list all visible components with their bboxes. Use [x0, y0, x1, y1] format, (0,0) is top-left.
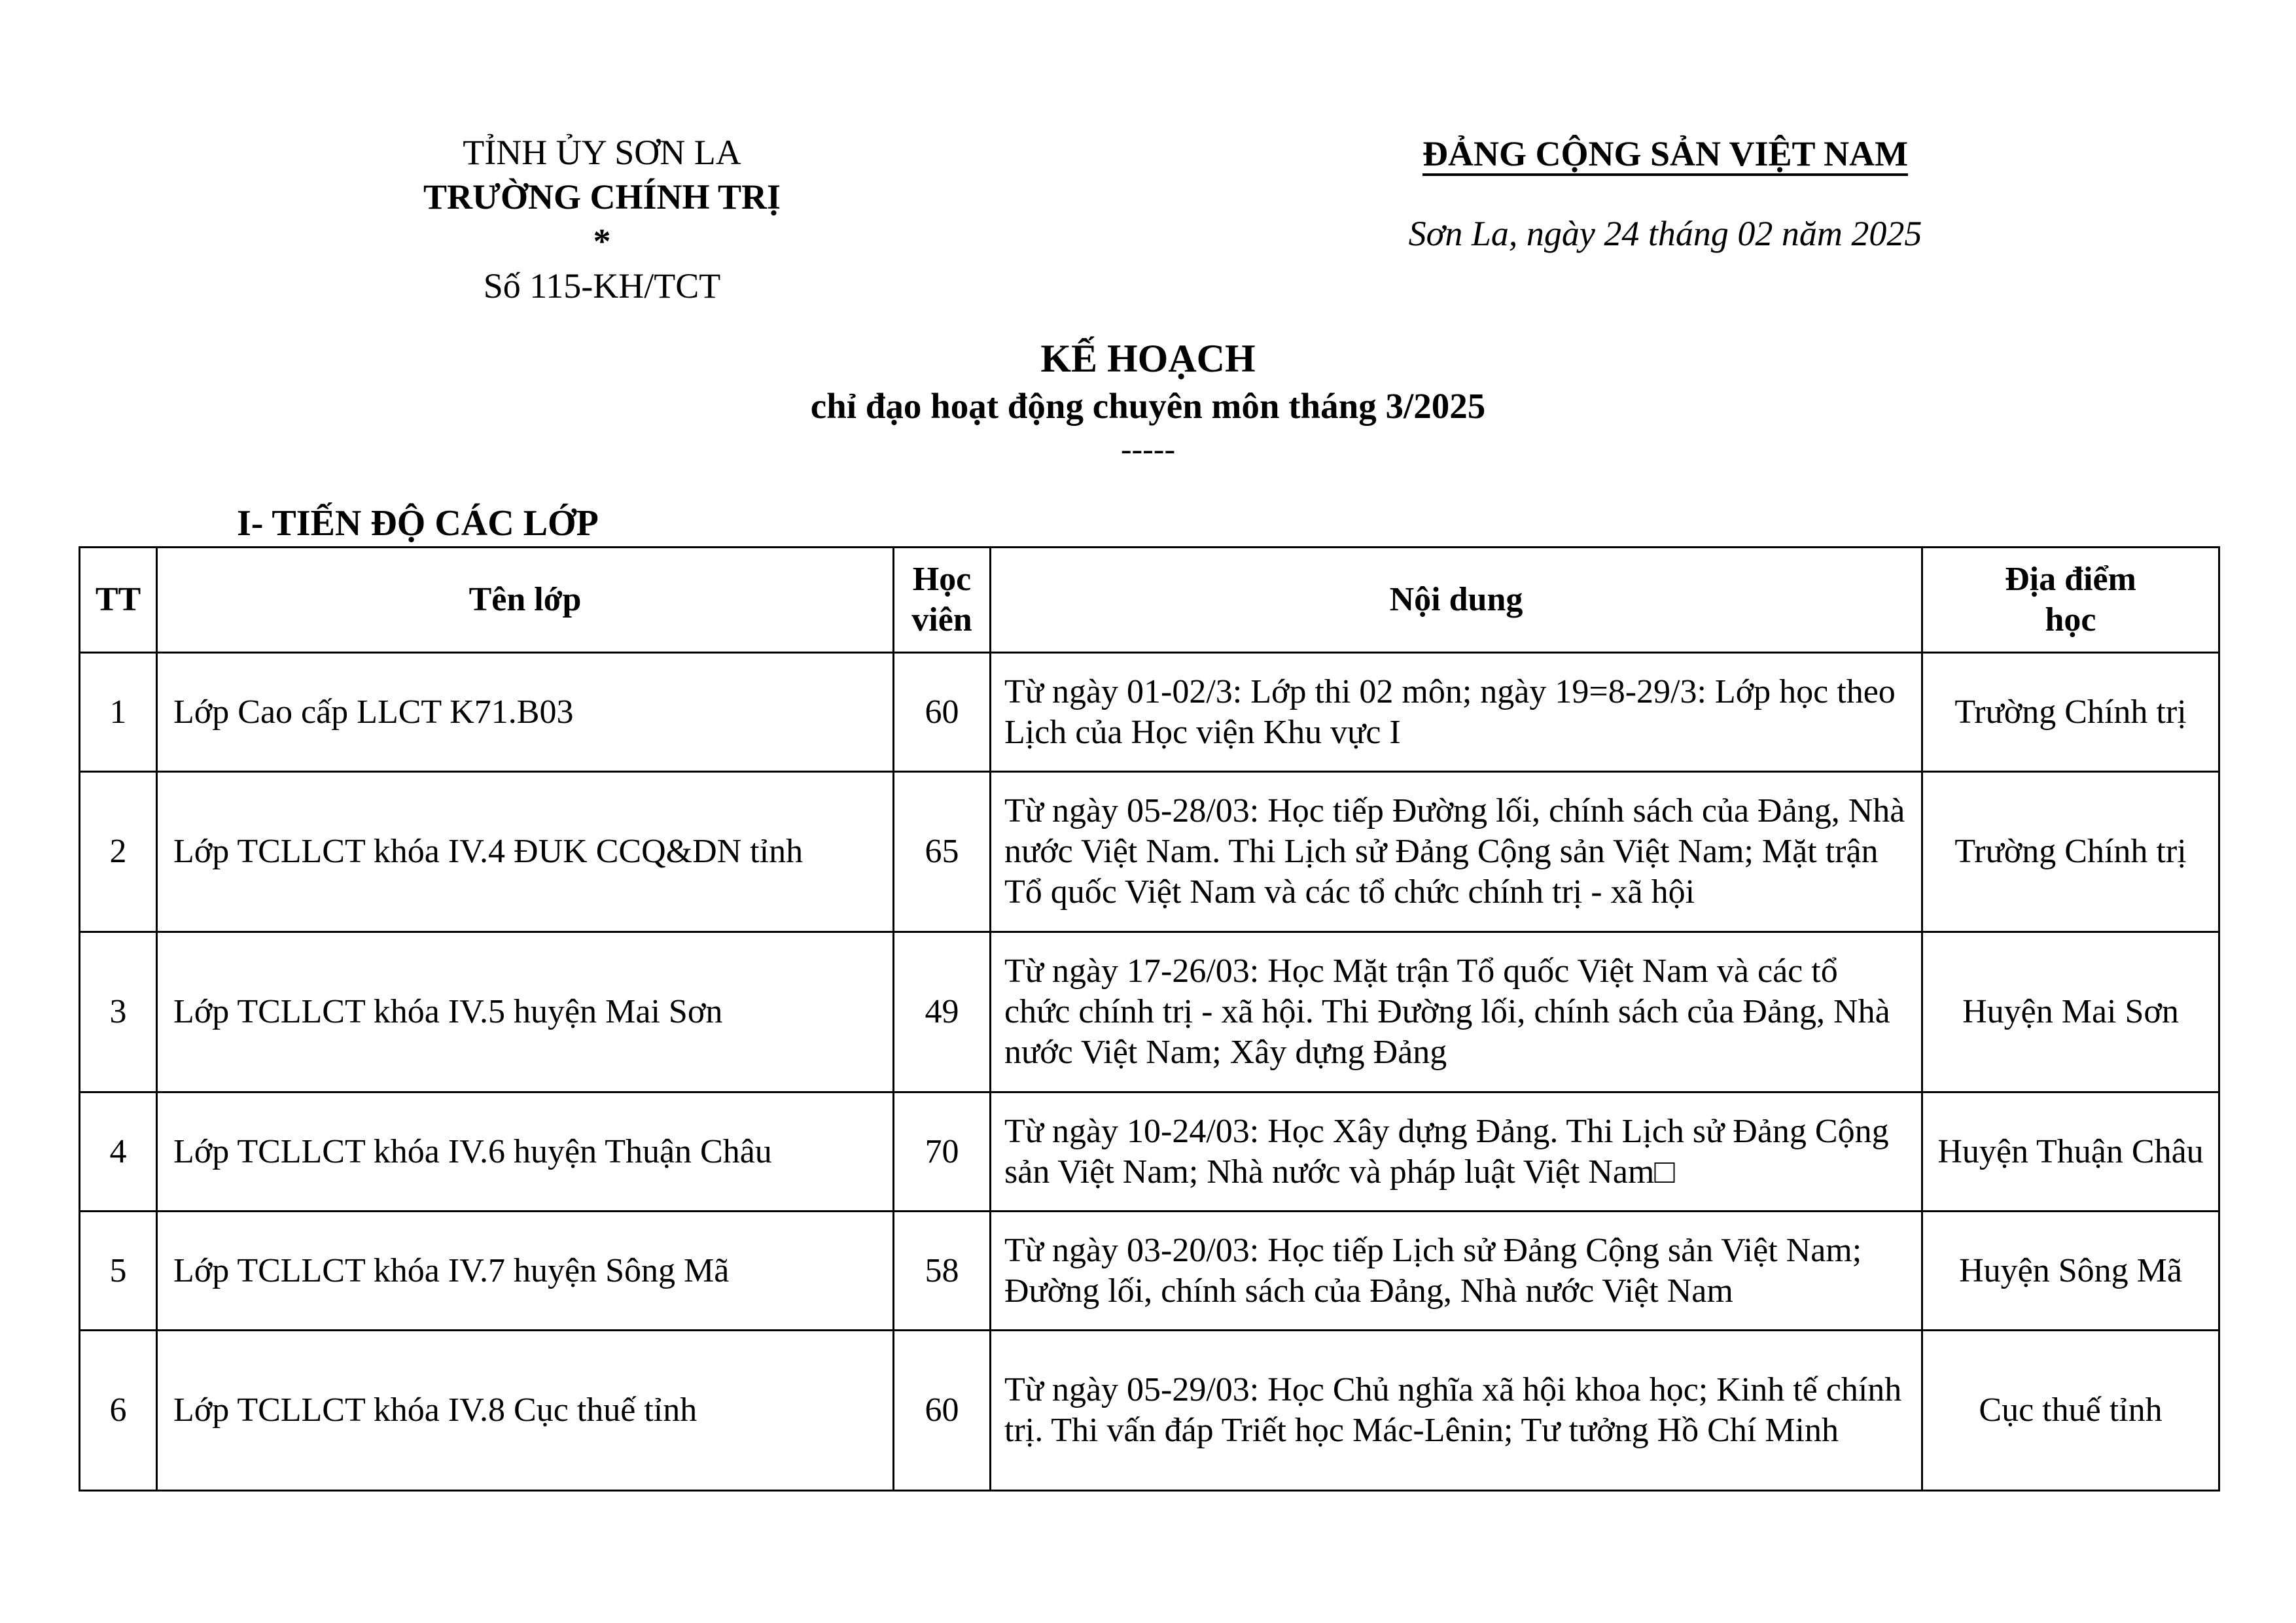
document-subtitle: chỉ đạo hoạt động chuyên môn tháng 3/2025	[810, 386, 1486, 426]
header-place-line2: học	[2045, 601, 2096, 638]
student-count: 60	[894, 1331, 991, 1491]
document-number: Số 115-KH/TCT	[483, 266, 721, 305]
class-location: Huyện Mai Sơn	[1922, 932, 2219, 1092]
class-name: Lớp TCLLCT khóa IV.8 Cục thuế tỉnh	[157, 1331, 894, 1491]
class-name: Lớp TCLLCT khóa IV.7 huyện Sông Mã	[157, 1212, 894, 1331]
document-title-block	[0, 334, 2296, 468]
class-content: Từ ngày 17-26/03: Học Mặt trận Tổ quốc Việt Nam và các tổ chức chính trị - xã hội. Thi Đường lối, chính sách của Đảng, Nhà nước Việt Nam; Xây dựng Đảng	[991, 932, 1922, 1092]
student-count: 60	[894, 653, 991, 772]
class-location: Huyện Sông Mã	[1922, 1212, 2219, 1331]
table-row	[80, 653, 2219, 772]
row-number: 4	[80, 1092, 157, 1212]
class-name: Lớp Cao cấp LLCT K71.B03	[157, 653, 894, 772]
province-committee-name: TỈNH ỦY SƠN LA	[463, 133, 741, 172]
document-title: KẾ HOẠCH	[1040, 337, 1256, 380]
class-location: Trường Chính trị	[1922, 772, 2219, 932]
student-count: 58	[894, 1212, 991, 1331]
header-asterisk: *	[593, 222, 611, 261]
issuer-header	[340, 131, 864, 309]
class-content: Từ ngày 05-29/03: Học Chủ nghĩa xã hội khoa học; Kinh tế chính trị. Thi vấn đáp Triết học Mác-Lênin; Tư tưởng Hồ Chí Minh	[991, 1331, 1922, 1491]
header-content: Nội dung	[991, 548, 1922, 653]
table-header-row	[80, 548, 2219, 653]
header-students-line2: viên	[911, 601, 972, 638]
class-location: Cục thuế tỉnh	[1922, 1331, 2219, 1491]
row-number: 5	[80, 1212, 157, 1331]
header-tt: TT	[80, 548, 157, 653]
header-class-name: Tên lớp	[157, 548, 894, 653]
class-name: Lớp TCLLCT khóa IV.5 huyện Mai Sơn	[157, 932, 894, 1092]
class-name: Lớp TCLLCT khóa IV.6 huyện Thuận Châu	[157, 1092, 894, 1212]
class-content: Từ ngày 10-24/03: Học Xây dựng Đảng. Thi Lịch sử Đảng Cộng sản Việt Nam; Nhà nước và pháp luật Việt Nam□	[991, 1092, 1922, 1212]
table-row	[80, 1212, 2219, 1331]
section-heading: I- TIẾN ĐỘ CÁC LỚP	[237, 503, 599, 544]
class-schedule-table	[79, 546, 2220, 1492]
class-location: Trường Chính trị	[1922, 653, 2219, 772]
header-students-line1: Học	[912, 561, 972, 598]
row-number: 6	[80, 1331, 157, 1491]
header-place	[1922, 548, 2219, 653]
table-row	[80, 772, 2219, 932]
school-name: TRƯỜNG CHÍNH TRỊ	[423, 177, 781, 217]
table-row	[80, 1331, 2219, 1491]
class-content: Từ ngày 01-02/3: Lớp thi 02 môn; ngày 19=8-29/3: Lớp học theo Lịch của Học viện Khu vực I	[991, 653, 1922, 772]
row-number: 2	[80, 772, 157, 932]
document-date: Sơn La, ngày 24 tháng 02 năm 2025	[1408, 214, 1922, 253]
student-count: 70	[894, 1092, 991, 1212]
class-content: Từ ngày 03-20/03: Học tiếp Lịch sử Đảng Cộng sản Việt Nam; Đường lối, chính sách của Đảng, Nhà nước Việt Nam	[991, 1212, 1922, 1331]
party-name: ĐẢNG CỘNG SẢN VIỆT NAM	[1422, 134, 1909, 173]
table-row	[80, 1092, 2219, 1212]
class-location: Huyện Thuận Châu	[1922, 1092, 2219, 1212]
table-row	[80, 932, 2219, 1092]
row-number: 1	[80, 653, 157, 772]
title-separator: -----	[1120, 430, 1176, 467]
header-students	[894, 548, 991, 653]
student-count: 65	[894, 772, 991, 932]
party-header	[1328, 131, 2002, 256]
class-name: Lớp TCLLCT khóa IV.4 ĐUK CCQ&DN tỉnh	[157, 772, 894, 932]
row-number: 3	[80, 932, 157, 1092]
student-count: 49	[894, 932, 991, 1092]
header-place-line1: Địa điểm	[2005, 561, 2136, 598]
class-content: Từ ngày 05-28/03: Học tiếp Đường lối, chính sách của Đảng, Nhà nước Việt Nam. Thi Lịch sử Đảng Cộng sản Việt Nam; Mặt trận Tổ quốc Việt Nam và các tổ chức chính trị - xã hội	[991, 772, 1922, 932]
